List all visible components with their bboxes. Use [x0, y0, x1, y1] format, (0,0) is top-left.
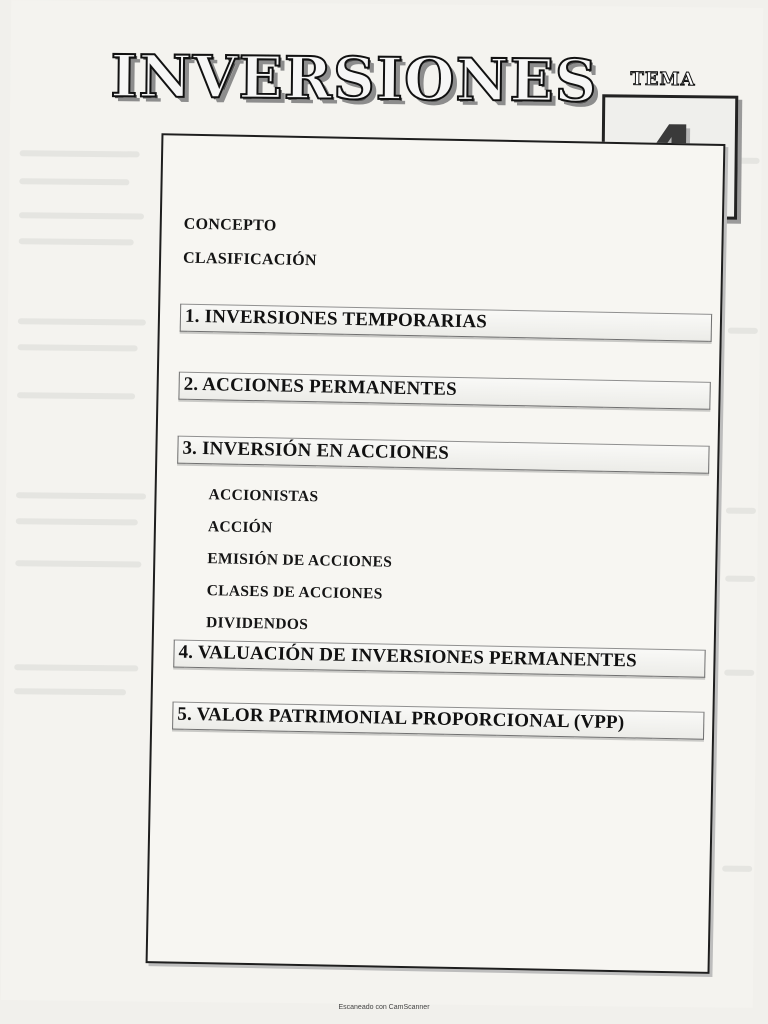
section-heading-5 [172, 702, 704, 740]
subitem-dividendos: DIVIDENDOS [205, 614, 309, 634]
subitem-accionistas: ACCIONISTAS [208, 486, 319, 506]
section-title: 4. VALUACIÓN DE INVERSIONES PERMANENTES [178, 641, 638, 672]
intro-item-clasificacion: CLASIFICACIÓN [182, 249, 317, 270]
document-page [1, 0, 763, 1008]
scanner-watermark: Escaneado con CamScanner [338, 1004, 430, 1011]
outline-frame [146, 133, 726, 974]
intro-item-concepto: CONCEPTO [183, 215, 277, 235]
section-title: 1. INVERSIONES TEMPORARIAS [184, 305, 488, 333]
section-title: 2. ACCIONES PERMANENTES [183, 373, 458, 400]
chapter-title: INVERSIONES [110, 42, 599, 116]
section-title: 5. VALOR PATRIMONIAL PROPORCIONAL (VPP) [177, 703, 625, 734]
tema-label: TEMA [630, 68, 696, 91]
subitem-clases-de-acciones: CLASES DE ACCIONES [206, 582, 383, 603]
section-heading-4 [173, 640, 705, 678]
section-heading-3 [177, 436, 709, 474]
subitem-emision-de-acciones: EMISIÓN DE ACCIONES [207, 550, 393, 571]
section-heading-1 [180, 304, 712, 342]
section-title: 3. INVERSIÓN EN ACCIONES [182, 437, 450, 464]
section-heading-2 [178, 372, 710, 410]
subitem-accion: ACCIÓN [207, 518, 273, 537]
